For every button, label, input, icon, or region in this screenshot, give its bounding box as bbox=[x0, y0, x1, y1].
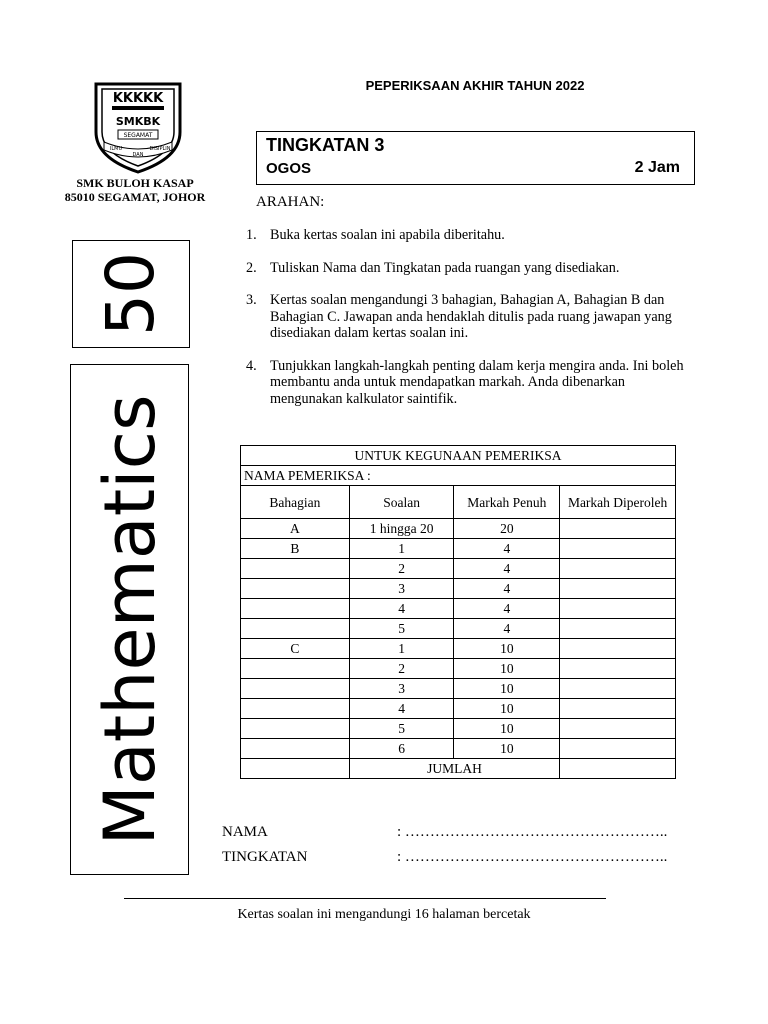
instruction-number: 1. bbox=[246, 227, 257, 243]
svg-text:DAN: DAN bbox=[132, 152, 144, 158]
cell-section bbox=[241, 579, 350, 599]
exam-title-box bbox=[256, 131, 695, 185]
table-row bbox=[241, 619, 676, 639]
form-field[interactable]: : …………………………………………….. bbox=[397, 849, 668, 865]
cell-obtained[interactable] bbox=[560, 699, 676, 719]
instructions-list bbox=[246, 227, 696, 423]
table-row bbox=[241, 559, 676, 579]
table-row bbox=[241, 719, 676, 739]
cell-section bbox=[241, 659, 350, 679]
instruction-text: Kertas soalan mengandungi 3 bahagian, Bahagian A, Bahagian B dan Bahagian C. Jawapan anda hendaklah ditulis pada ruang jawapan yang disediakan dalam kertas soalan ini. bbox=[270, 292, 672, 341]
exam-level: TINGKATAN 3 bbox=[266, 135, 385, 155]
cell-section bbox=[241, 699, 350, 719]
total-spacer bbox=[241, 759, 350, 779]
header-question: Soalan bbox=[349, 486, 454, 519]
subject-box bbox=[70, 364, 189, 875]
instruction-text: Buka kertas soalan ini apabila diberitahu. bbox=[270, 227, 505, 243]
cell-obtained[interactable] bbox=[560, 519, 676, 539]
cell-section bbox=[241, 619, 350, 639]
examiner-name-row bbox=[241, 466, 676, 486]
table-total-row bbox=[241, 759, 676, 779]
cell-question: 2 bbox=[349, 659, 454, 679]
name-label: NAMA bbox=[222, 824, 268, 840]
subject-name: Mathematics bbox=[88, 393, 171, 846]
examiner-table bbox=[240, 445, 676, 779]
form-label: TINGKATAN bbox=[222, 849, 308, 865]
cell-question: 4 bbox=[349, 699, 454, 719]
svg-text:DISIPLIN: DISIPLIN bbox=[149, 146, 171, 152]
cell-full-marks: 4 bbox=[454, 599, 560, 619]
table-title-row bbox=[241, 446, 676, 466]
cell-question: 2 bbox=[349, 559, 454, 579]
cell-full-marks: 4 bbox=[454, 579, 560, 599]
table-row bbox=[241, 739, 676, 759]
header-section: Bahagian bbox=[241, 486, 350, 519]
cell-full-marks: 10 bbox=[454, 639, 560, 659]
cell-question: 1 bbox=[349, 639, 454, 659]
school-logo bbox=[88, 80, 188, 176]
table-row bbox=[241, 699, 676, 719]
cell-question: 5 bbox=[349, 719, 454, 739]
header-full-marks: Markah Penuh bbox=[454, 486, 560, 519]
cell-question: 3 bbox=[349, 679, 454, 699]
instruction-number: 2. bbox=[246, 259, 257, 276]
cell-question: 5 bbox=[349, 619, 454, 639]
cell-full-marks: 10 bbox=[454, 679, 560, 699]
table-row bbox=[241, 599, 676, 619]
cell-section bbox=[241, 719, 350, 739]
cell-question: 4 bbox=[349, 599, 454, 619]
cell-section: A bbox=[241, 519, 350, 539]
exam-duration: 2 Jam bbox=[634, 159, 680, 176]
table-row bbox=[241, 679, 676, 699]
svg-text:KKKKK: KKKKK bbox=[112, 91, 164, 106]
cell-full-marks: 4 bbox=[454, 559, 560, 579]
cell-full-marks: 10 bbox=[454, 699, 560, 719]
school-address: 85010 SEGAMAT, JOHOR bbox=[64, 190, 206, 204]
table-row bbox=[241, 519, 676, 539]
table-header-row bbox=[241, 486, 676, 519]
cell-full-marks: 10 bbox=[454, 739, 560, 759]
table-title: UNTUK KEGUNAAN PEMERIKSA bbox=[241, 446, 676, 466]
cell-obtained[interactable] bbox=[560, 679, 676, 699]
cell-section bbox=[241, 559, 350, 579]
table-row bbox=[241, 639, 676, 659]
instruction-item bbox=[246, 260, 696, 277]
school-name: SMK BULOH KASAP bbox=[76, 176, 194, 190]
footer-note: Kertas soalan ini mengandungi 16 halaman bercetak bbox=[237, 907, 531, 922]
exam-title: PEPERIKSAAN AKHIR TAHUN 2022 bbox=[365, 78, 585, 93]
cell-obtained[interactable] bbox=[560, 599, 676, 619]
svg-text:SMKBK: SMKBK bbox=[115, 115, 161, 128]
cell-question: 3 bbox=[349, 579, 454, 599]
cell-obtained[interactable] bbox=[560, 559, 676, 579]
name-field[interactable]: : …………………………………………….. bbox=[397, 824, 668, 840]
cell-section: B bbox=[241, 539, 350, 559]
instruction-item bbox=[246, 292, 696, 342]
cell-section bbox=[241, 739, 350, 759]
cell-full-marks: 4 bbox=[454, 539, 560, 559]
paper-code: 50 bbox=[92, 252, 169, 336]
cell-full-marks: 10 bbox=[454, 659, 560, 679]
instruction-item bbox=[246, 227, 696, 244]
instruction-text: Tuliskan Nama dan Tingkatan pada ruangan yang disediakan. bbox=[270, 259, 620, 276]
cell-section bbox=[241, 679, 350, 699]
cell-section bbox=[241, 599, 350, 619]
cell-full-marks: 20 bbox=[454, 519, 560, 539]
cell-obtained[interactable] bbox=[560, 719, 676, 739]
footer-divider bbox=[124, 898, 606, 899]
instruction-item bbox=[246, 358, 696, 408]
cell-question: 6 bbox=[349, 739, 454, 759]
table-row bbox=[241, 539, 676, 559]
cell-question: 1 hingga 20 bbox=[349, 519, 454, 539]
cell-obtained[interactable] bbox=[560, 739, 676, 759]
instructions-heading: ARAHAN: bbox=[256, 194, 325, 210]
svg-text:ILMU: ILMU bbox=[109, 146, 123, 152]
cell-obtained[interactable] bbox=[560, 639, 676, 659]
cell-full-marks: 10 bbox=[454, 719, 560, 739]
paper-code-box bbox=[72, 240, 190, 348]
cell-question: 1 bbox=[349, 539, 454, 559]
cell-obtained[interactable] bbox=[560, 659, 676, 679]
cell-section: C bbox=[241, 639, 350, 659]
cell-obtained[interactable] bbox=[560, 539, 676, 559]
table-row bbox=[241, 579, 676, 599]
cell-full-marks: 4 bbox=[454, 619, 560, 639]
exam-month: OGOS bbox=[266, 160, 312, 177]
instruction-text: Tunjukkan langkah-langkah penting dalam kerja mengira anda. Ini boleh membantu anda untuk mendapatkan markah. Anda dibenarkan mengunakan kalkulator saintifik. bbox=[270, 357, 684, 407]
examiner-name-label: NAMA PEMERIKSA : bbox=[241, 466, 676, 486]
total-obtained[interactable] bbox=[560, 759, 676, 779]
instruction-number: 4. bbox=[246, 357, 257, 374]
svg-text:SEGAMAT: SEGAMAT bbox=[123, 132, 153, 139]
header-obtained: Markah Diperoleh bbox=[560, 486, 676, 519]
cell-obtained[interactable] bbox=[560, 579, 676, 599]
instruction-number: 3. bbox=[246, 292, 257, 308]
total-label: JUMLAH bbox=[349, 759, 559, 779]
table-row bbox=[241, 659, 676, 679]
cell-obtained[interactable] bbox=[560, 619, 676, 639]
